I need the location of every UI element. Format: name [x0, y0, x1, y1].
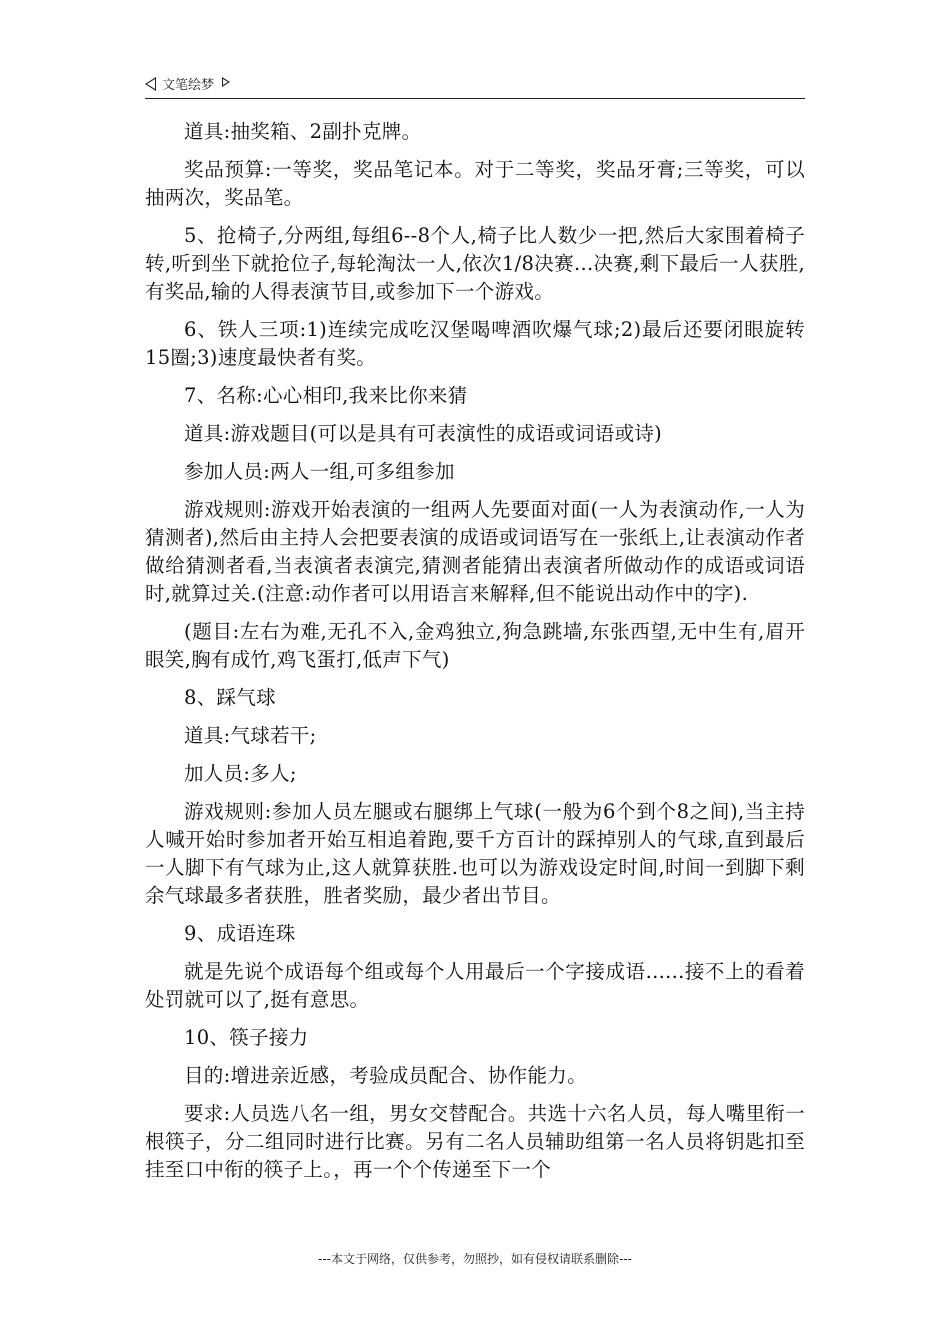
paragraph: 奖品预算:一等奖，奖品笔记本。对于二等奖，奖品牙膏;三等奖，可以抽两次，奖品笔。: [145, 158, 805, 209]
paragraph: 道具:游戏题目(可以是具有可表演性的成语或词语或诗): [184, 422, 663, 445]
triangle-right-icon: [222, 77, 230, 87]
triangle-left-icon: [145, 77, 156, 91]
paragraph: 道具:抽奖箱、2副扑克牌。: [184, 120, 422, 143]
paragraph: 7、名称:心心相印,我来比你来猜: [184, 384, 468, 407]
paragraph: 道具:气球若干;: [184, 724, 317, 747]
page-footer: ---本文于网络，仅供参考，勿照抄，如有侵权请联系删除---: [318, 1252, 632, 1266]
paragraph: 游戏规则:游戏开始表演的一组两人先要面对面(一人为表演动作,一人为猜测者),然后由主持人会把要表演的成语或词语写在一张纸上,让表演动作者做给猜测者看,当表演者表演完,猜测者能猜出表演者所做动作的成语或词语时,就算过关.(注意:动作者可以用语言来解释,但不能说出动作中的字).: [145, 498, 805, 605]
header-logo: [145, 74, 230, 93]
paragraph: 目的:增进亲近感，考验成员配合、协作能力。: [184, 1064, 587, 1087]
paragraph: 9、成语连珠: [184, 922, 296, 945]
page-header: [145, 72, 805, 99]
paragraph: 10、筷子接力: [184, 1026, 309, 1049]
paragraph: (题目:左右为难,无孔不入,金鸡独立,狗急跳墙,东张西望,无中生有,眉开眼笑,胸有成竹,鸡飞蛋打,低声下气): [145, 620, 805, 671]
paragraph: 5、抢椅子,分两组,每组6--8个人,椅子比人数少一把,然后大家围着椅子转,听到坐下就抢位子,每轮淘汰一人,依次1/8决赛...决赛,剩下最后一人获胜,有奖品,输的人得表演节目,或参加下一个游戏。: [145, 224, 805, 303]
paragraph: 就是先说个成语每个组或每个人用最后一个字接成语......接不上的看着处罚就可以了,挺有意思。: [145, 960, 805, 1011]
paragraph: 要求:人员选八名一组，男女交替配合。共选十六名人员，每人嘴里衔一根筷子，分二组同时进行比赛。另有二名人员辅助组第一名人员将钥匙扣至挂至口中衔的筷子上。，再一个个传递至下一个: [145, 1102, 805, 1181]
header-logo-text: 文笔绘梦: [162, 78, 215, 93]
paragraph: 游戏规则:参加人员左腿或右腿绑上气球(一般为6个到个8之间),当主持人喊开始时参加者开始互相追着跑,要千方百计的踩掉别人的气球,直到最后一人脚下有气球为止,这人就算获胜.也可以为游戏设定时间,时间一到脚下剩余气球最多者获胜，胜者奖励，最少者出节目。: [145, 800, 805, 907]
paragraph: 参加人员:两人一组,可多组参加: [184, 460, 455, 483]
paragraph: 8、踩气球: [184, 686, 276, 709]
paragraph: 加人员:多人;: [184, 762, 297, 785]
document-body: [145, 118, 805, 1194]
paragraph: 6、铁人三项:1)连续完成吃汉堡喝啤酒吹爆气球;2)最后还要闭眼旋转15圈;3)速度最快者有奖。: [145, 318, 805, 369]
